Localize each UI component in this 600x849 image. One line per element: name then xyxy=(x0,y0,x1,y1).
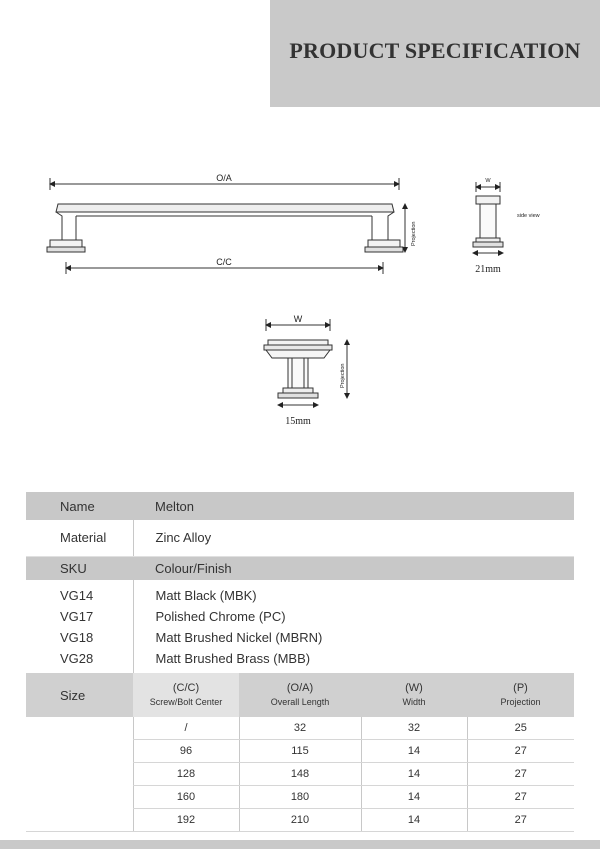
name-row xyxy=(26,492,574,520)
sku-finish: Matt Brushed Nickel (MBRN) xyxy=(155,630,323,645)
finish-label: Colour/Finish xyxy=(133,556,574,580)
cc-label: C/C xyxy=(216,257,232,267)
pull-projection-label: Projection xyxy=(411,221,417,246)
side-view-drawing xyxy=(473,182,503,253)
knob-w-label: W xyxy=(293,314,303,324)
table-row: 96 115 14 27 xyxy=(26,740,574,763)
sku-list-row xyxy=(26,580,574,673)
material-label: Material xyxy=(26,520,133,556)
side-size-label: 21mm xyxy=(475,264,501,275)
sku-finish: Matt Brushed Brass (MBB) xyxy=(155,651,311,666)
name-value: Melton xyxy=(133,492,574,520)
table-row: 128 148 14 27 xyxy=(26,763,574,786)
footer-bar xyxy=(0,840,600,849)
material-value: Zinc Alloy xyxy=(133,520,574,556)
page-title: PRODUCT SPECIFICATION xyxy=(289,38,581,63)
side-view-label: side view xyxy=(517,213,540,219)
knob-projection-label: Projection xyxy=(340,363,346,388)
side-w-label: W xyxy=(485,178,491,184)
sku-code: VG14 xyxy=(60,588,94,603)
sku-header-row xyxy=(26,556,574,580)
sku-code: VG28 xyxy=(60,651,94,666)
size-header-row xyxy=(26,673,574,717)
oa-column-header: (O/A) Overall Length xyxy=(239,673,361,717)
table-row: 192 210 14 27 xyxy=(26,809,574,832)
material-row xyxy=(26,520,574,556)
name-label: Name xyxy=(26,492,133,520)
sku-finish: Matt Black (MBK) xyxy=(155,588,257,603)
width-column-header: (W) Width xyxy=(361,673,467,717)
size-label: Size xyxy=(26,673,133,717)
sku-code: VG17 xyxy=(60,609,94,624)
sku-label: SKU xyxy=(26,556,133,580)
oa-label: O/A xyxy=(216,173,232,183)
knob-drawing xyxy=(264,319,347,405)
sku-code: VG18 xyxy=(60,630,94,645)
sku-finish: Polished Chrome (PC) xyxy=(155,609,286,624)
projection-column-header: (P) Projection xyxy=(467,673,574,717)
knob-size-label: 15mm xyxy=(285,416,311,427)
table-row: / 32 32 25 xyxy=(26,717,574,740)
specification-table xyxy=(26,492,574,832)
cc-column-header: (C/C) Screw/Bolt Center xyxy=(133,673,239,717)
table-row: 160 180 14 27 xyxy=(26,786,574,809)
